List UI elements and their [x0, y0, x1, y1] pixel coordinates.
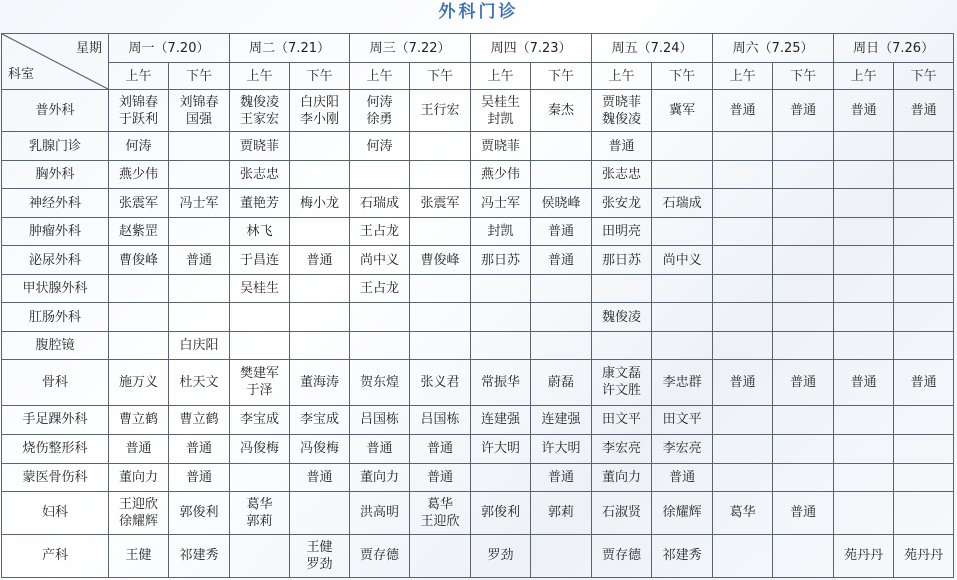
am-cell: 普通 — [592, 132, 652, 161]
pm-cell: 杜天文 — [169, 360, 230, 405]
am-cell — [713, 534, 773, 577]
am-cell: 贾晓菲 — [230, 132, 290, 161]
am-cell — [834, 275, 894, 303]
pm-cell — [169, 275, 230, 303]
am-cell: 王健 — [109, 534, 169, 577]
am-cell: 曹俊峰 — [109, 246, 169, 275]
am-cell — [713, 463, 773, 491]
am-cell: 石瑞成 — [350, 189, 410, 218]
pm-cell: 尚中义 — [652, 246, 713, 275]
pm-cell — [773, 161, 834, 189]
am-cell: 于昌连 — [230, 246, 290, 275]
schedule-row — [2, 491, 954, 534]
pm-cell — [894, 246, 954, 275]
am-cell — [834, 405, 894, 434]
am-cell: 尚中义 — [350, 246, 410, 275]
am-cell: 李宝成 — [230, 405, 290, 434]
am-header: 上午 — [592, 63, 652, 90]
am-cell: 石淑贤 — [592, 491, 652, 534]
am-cell: 施万义 — [109, 360, 169, 405]
pm-cell — [894, 132, 954, 161]
am-cell — [834, 161, 894, 189]
pm-cell — [773, 434, 834, 463]
pm-cell: 冯俊梅 — [290, 434, 350, 463]
am-cell — [350, 161, 410, 189]
pm-cell — [652, 161, 713, 189]
am-cell: 普通 — [834, 90, 894, 132]
pm-cell: 连建强 — [531, 405, 592, 434]
department-name: 蒙医骨伤科 — [2, 463, 109, 491]
am-cell — [834, 491, 894, 534]
am-cell — [109, 303, 169, 332]
pm-cell: 普通 — [290, 246, 350, 275]
am-cell: 洪高明 — [350, 491, 410, 534]
am-cell: 那日苏 — [471, 246, 531, 275]
pm-header: 下午 — [290, 63, 350, 90]
pm-cell: 苑丹丹 — [894, 534, 954, 577]
day-header: 周日（7.26） — [834, 34, 954, 63]
am-cell — [834, 218, 894, 246]
am-cell: 普通 — [713, 90, 773, 132]
pm-cell: 白庆阳 李小刚 — [290, 90, 350, 132]
pm-cell — [773, 189, 834, 218]
am-cell: 封凯 — [471, 218, 531, 246]
am-cell: 普通 — [350, 434, 410, 463]
pm-header: 下午 — [652, 63, 713, 90]
am-cell: 葛华 郭莉 — [230, 491, 290, 534]
pm-cell: 田文平 — [652, 405, 713, 434]
am-cell — [230, 463, 290, 491]
am-cell: 燕少伟 — [109, 161, 169, 189]
pm-header: 下午 — [894, 63, 954, 90]
pm-cell — [531, 275, 592, 303]
pm-header: 下午 — [773, 63, 834, 90]
am-header: 上午 — [109, 63, 169, 90]
am-cell: 那日苏 — [592, 246, 652, 275]
am-cell: 王占龙 — [350, 218, 410, 246]
pm-cell — [652, 303, 713, 332]
am-cell: 贺东煌 — [350, 360, 410, 405]
pm-cell: 祁建秀 — [652, 534, 713, 577]
schedule-row — [2, 303, 954, 332]
day-header: 周五（7.24） — [592, 34, 713, 63]
pm-cell: 普通 — [169, 434, 230, 463]
am-cell: 赵紫罡 — [109, 218, 169, 246]
department-name: 手足踝外科 — [2, 405, 109, 434]
am-cell — [834, 132, 894, 161]
am-cell — [713, 405, 773, 434]
pm-cell — [290, 132, 350, 161]
schedule-row — [2, 189, 954, 218]
day-header: 周四（7.23） — [471, 34, 592, 63]
pm-cell — [894, 463, 954, 491]
am-header: 上午 — [713, 63, 773, 90]
half-day-header-row — [2, 63, 954, 90]
pm-cell: 冀军 — [652, 90, 713, 132]
pm-cell: 普通 — [531, 218, 592, 246]
pm-cell: 普通 — [169, 246, 230, 275]
pm-cell — [652, 275, 713, 303]
schedule-row — [2, 434, 954, 463]
schedule-row — [2, 534, 954, 577]
am-cell — [834, 303, 894, 332]
am-cell — [230, 534, 290, 577]
am-cell — [713, 275, 773, 303]
pm-cell — [410, 534, 471, 577]
am-cell — [834, 463, 894, 491]
am-cell: 樊建军 于泽 — [230, 360, 290, 405]
am-cell — [109, 332, 169, 360]
am-cell: 吕国栋 — [350, 405, 410, 434]
schedule-table — [1, 33, 954, 578]
pm-cell: 王行宏 — [410, 90, 471, 132]
am-header: 上午 — [230, 63, 290, 90]
pm-cell — [410, 218, 471, 246]
pm-cell — [531, 132, 592, 161]
am-cell: 连建强 — [471, 405, 531, 434]
am-cell: 普通 — [713, 360, 773, 405]
pm-cell: 普通 — [169, 463, 230, 491]
am-cell — [713, 189, 773, 218]
am-cell: 林飞 — [230, 218, 290, 246]
am-cell — [713, 218, 773, 246]
pm-cell — [894, 303, 954, 332]
pm-cell — [531, 161, 592, 189]
pm-cell: 普通 — [531, 463, 592, 491]
am-cell: 张安龙 — [592, 189, 652, 218]
pm-cell — [290, 218, 350, 246]
schedule-row — [2, 218, 954, 246]
department-name: 骨科 — [2, 360, 109, 405]
pm-cell — [652, 218, 713, 246]
am-cell: 曹立鹤 — [109, 405, 169, 434]
pm-cell — [169, 303, 230, 332]
department-name: 肛肠外科 — [2, 303, 109, 332]
am-cell — [471, 463, 531, 491]
pm-cell: 普通 — [773, 90, 834, 132]
pm-cell: 普通 — [652, 463, 713, 491]
pm-cell — [773, 303, 834, 332]
am-cell: 董向力 — [109, 463, 169, 491]
am-cell — [471, 332, 531, 360]
am-cell — [230, 332, 290, 360]
department-name: 胸外科 — [2, 161, 109, 189]
am-cell: 王迎欣 徐耀辉 — [109, 491, 169, 534]
am-cell — [471, 275, 531, 303]
pm-cell — [290, 491, 350, 534]
am-cell — [109, 275, 169, 303]
am-cell — [592, 332, 652, 360]
department-name: 泌尿外科 — [2, 246, 109, 275]
am-cell: 贾存德 — [350, 534, 410, 577]
pm-cell — [894, 161, 954, 189]
corner-header — [2, 34, 109, 90]
am-cell — [713, 303, 773, 332]
pm-cell: 秦杰 — [531, 90, 592, 132]
am-header: 上午 — [834, 63, 894, 90]
pm-cell — [773, 218, 834, 246]
pm-cell — [410, 132, 471, 161]
pm-cell: 普通 — [894, 360, 954, 405]
am-cell: 张志忠 — [230, 161, 290, 189]
am-cell: 田明亮 — [592, 218, 652, 246]
pm-cell — [652, 132, 713, 161]
department-name: 腹腔镜 — [2, 332, 109, 360]
pm-cell — [773, 534, 834, 577]
am-header: 上午 — [350, 63, 410, 90]
day-header: 周六（7.25） — [713, 34, 834, 63]
pm-cell — [410, 332, 471, 360]
am-cell: 董向力 — [350, 463, 410, 491]
pm-cell — [773, 246, 834, 275]
pm-cell: 郭莉 — [531, 491, 592, 534]
am-cell: 普通 — [834, 360, 894, 405]
pm-cell: 张震军 — [410, 189, 471, 218]
pm-cell: 郭俊利 — [169, 491, 230, 534]
department-name: 妇科 — [2, 491, 109, 534]
pm-cell: 许大明 — [531, 434, 592, 463]
am-cell: 贾存德 — [592, 534, 652, 577]
pm-cell — [773, 332, 834, 360]
pm-header: 下午 — [531, 63, 592, 90]
pm-cell: 李忠群 — [652, 360, 713, 405]
am-cell — [471, 303, 531, 332]
pm-cell: 李宏亮 — [652, 434, 713, 463]
am-cell: 许大明 — [471, 434, 531, 463]
am-cell: 何涛 — [350, 132, 410, 161]
am-cell: 李宏亮 — [592, 434, 652, 463]
department-name: 产科 — [2, 534, 109, 577]
schedule-row — [2, 463, 954, 491]
schedule-row — [2, 90, 954, 132]
am-cell — [834, 246, 894, 275]
department-name: 甲状腺外科 — [2, 275, 109, 303]
pm-cell: 李宝成 — [290, 405, 350, 434]
department-name: 肿瘤外科 — [2, 218, 109, 246]
pm-cell — [410, 275, 471, 303]
pm-cell — [773, 405, 834, 434]
am-cell: 吴桂生 — [230, 275, 290, 303]
department-name: 普外科 — [2, 90, 109, 132]
pm-cell — [894, 189, 954, 218]
department-name: 神经外科 — [2, 189, 109, 218]
pm-cell: 刘锦春 国强 — [169, 90, 230, 132]
pm-header: 下午 — [169, 63, 230, 90]
pm-cell: 曹俊峰 — [410, 246, 471, 275]
am-cell — [713, 161, 773, 189]
am-cell — [230, 303, 290, 332]
am-cell: 何涛 — [109, 132, 169, 161]
am-cell: 燕少伟 — [471, 161, 531, 189]
pm-cell: 王健 罗劲 — [290, 534, 350, 577]
corner-label-department: 科室 — [8, 67, 35, 82]
am-cell: 田文平 — [592, 405, 652, 434]
schedule-body — [2, 90, 954, 578]
am-cell: 魏俊凌 — [592, 303, 652, 332]
pm-cell — [410, 161, 471, 189]
pm-cell: 祁建秀 — [169, 534, 230, 577]
pm-cell: 冯士军 — [169, 189, 230, 218]
am-cell: 康文磊 许文胜 — [592, 360, 652, 405]
am-cell: 董艳芳 — [230, 189, 290, 218]
pm-cell — [894, 491, 954, 534]
pm-cell: 蔚磊 — [531, 360, 592, 405]
am-cell: 王占龙 — [350, 275, 410, 303]
am-cell: 罗劲 — [471, 534, 531, 577]
pm-cell — [169, 161, 230, 189]
am-cell: 贾晓菲 — [471, 132, 531, 161]
am-cell: 葛华 — [713, 491, 773, 534]
am-cell — [834, 332, 894, 360]
am-cell — [834, 189, 894, 218]
pm-cell — [169, 132, 230, 161]
am-cell — [350, 332, 410, 360]
day-header: 周一（7.20） — [109, 34, 230, 63]
am-cell — [834, 434, 894, 463]
pm-cell: 侯晓峰 — [531, 189, 592, 218]
pm-cell — [169, 218, 230, 246]
pm-cell: 曹立鹤 — [169, 405, 230, 434]
am-cell — [592, 275, 652, 303]
corner-label-weekday: 星期 — [75, 41, 102, 56]
am-cell: 张震军 — [109, 189, 169, 218]
schedule-row — [2, 332, 954, 360]
pm-cell — [894, 332, 954, 360]
am-cell — [713, 332, 773, 360]
schedule-row — [2, 275, 954, 303]
pm-cell: 普通 — [290, 463, 350, 491]
schedule-row — [2, 246, 954, 275]
am-cell: 冯俊梅 — [230, 434, 290, 463]
am-cell: 刘锦春 于跃利 — [109, 90, 169, 132]
pm-cell: 董海涛 — [290, 360, 350, 405]
am-cell: 张志忠 — [592, 161, 652, 189]
pm-cell: 白庆阳 — [169, 332, 230, 360]
pm-cell — [531, 303, 592, 332]
pm-cell: 普通 — [773, 491, 834, 534]
pm-cell — [290, 275, 350, 303]
am-cell: 何涛 徐勇 — [350, 90, 410, 132]
am-cell — [713, 246, 773, 275]
pm-cell: 普通 — [894, 90, 954, 132]
day-header: 周三（7.22） — [350, 34, 471, 63]
pm-cell: 徐耀辉 — [652, 491, 713, 534]
schedule-row — [2, 161, 954, 189]
pm-cell — [894, 405, 954, 434]
schedule-row — [2, 132, 954, 161]
department-name: 烧伤整形科 — [2, 434, 109, 463]
pm-cell — [894, 434, 954, 463]
pm-cell — [290, 332, 350, 360]
am-cell: 吴桂生 封凯 — [471, 90, 531, 132]
pm-cell: 葛华 王迎欣 — [410, 491, 471, 534]
pm-cell: 吕国栋 — [410, 405, 471, 434]
am-cell: 贾晓菲 魏俊凌 — [592, 90, 652, 132]
am-cell: 普通 — [109, 434, 169, 463]
pm-cell: 石瑞成 — [652, 189, 713, 218]
pm-cell — [894, 218, 954, 246]
am-cell: 董向力 — [592, 463, 652, 491]
page-title: 外科门诊 — [438, 2, 519, 22]
pm-cell — [652, 332, 713, 360]
am-cell — [713, 132, 773, 161]
pm-cell — [531, 332, 592, 360]
pm-cell: 普通 — [410, 463, 471, 491]
pm-cell — [290, 303, 350, 332]
pm-cell: 普通 — [410, 434, 471, 463]
schedule-row — [2, 360, 954, 405]
pm-cell — [290, 161, 350, 189]
pm-cell: 普通 — [531, 246, 592, 275]
am-header: 上午 — [471, 63, 531, 90]
department-name: 乳腺门诊 — [2, 132, 109, 161]
pm-cell — [894, 275, 954, 303]
am-cell: 常振华 — [471, 360, 531, 405]
pm-cell — [773, 463, 834, 491]
am-cell: 魏俊凌 王家宏 — [230, 90, 290, 132]
am-cell: 冯士军 — [471, 189, 531, 218]
pm-cell — [410, 303, 471, 332]
pm-header: 下午 — [410, 63, 471, 90]
pm-cell: 普通 — [773, 360, 834, 405]
schedule-row — [2, 405, 954, 434]
am-cell — [350, 303, 410, 332]
am-cell: 苑丹丹 — [834, 534, 894, 577]
day-header-row — [2, 34, 954, 63]
pm-cell — [531, 534, 592, 577]
am-cell: 郭俊利 — [471, 491, 531, 534]
pm-cell — [773, 132, 834, 161]
pm-cell: 梅小龙 — [290, 189, 350, 218]
am-cell — [713, 434, 773, 463]
day-header: 周二（7.21） — [230, 34, 350, 63]
pm-cell — [773, 275, 834, 303]
pm-cell: 张义君 — [410, 360, 471, 405]
